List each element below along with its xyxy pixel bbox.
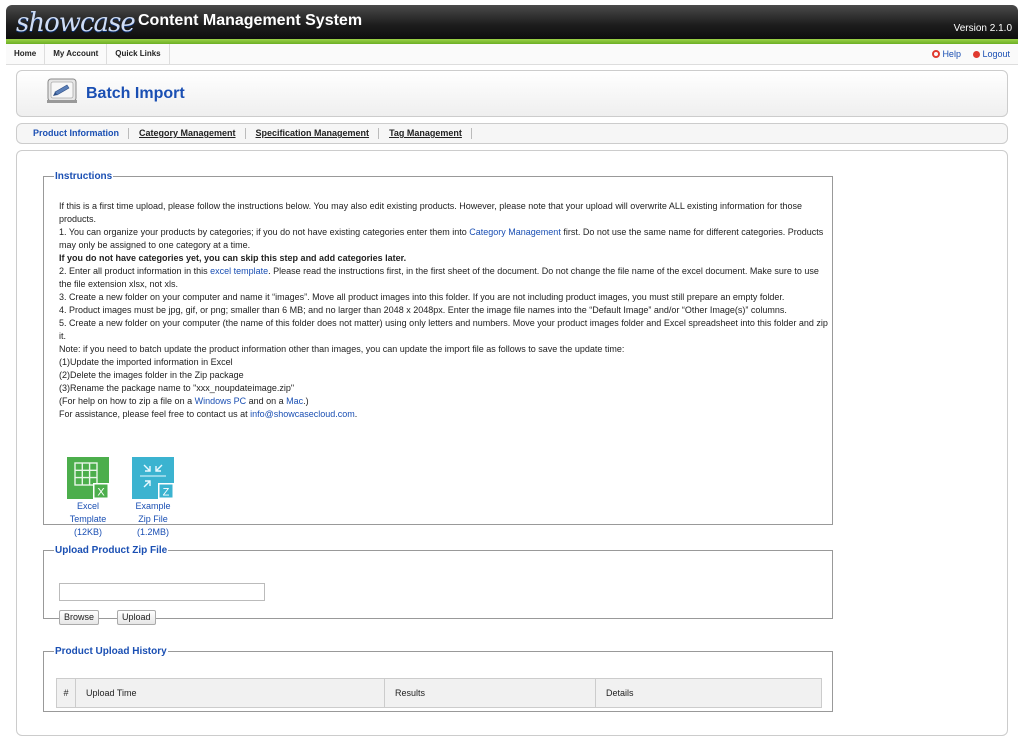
nav-my-account[interactable]: My Account [45, 44, 107, 64]
instruction-step4: 4. Product images must be jpg, gif, or png; smaller than 6 MB; and no larger than 2048 x 2048px. Enter the image file names into the “Default Image” and/or “Other Image(s)” columns. [59, 305, 787, 315]
logo-text-main: show [16, 8, 80, 38]
example-zip-download[interactable] [128, 457, 178, 539]
step1-text-end: first. Do not use the same name for different categories. Products may only be assigned to one category at a time. [59, 227, 824, 250]
main-panel [16, 150, 1008, 736]
excel-download-label-1: Excel [76, 501, 99, 511]
tab-category-management[interactable]: Category Management [129, 124, 246, 143]
zip-file-input[interactable] [59, 583, 265, 601]
top-nav [6, 44, 1018, 65]
upload-history-table [56, 678, 822, 708]
zip-download-label-1: Example [135, 501, 171, 511]
instruction-p1: If this is a first time upload, please follow the instructions below. You may also edit existing products. However, please note that your upload will overwrite ALL existing information for those products. [59, 201, 803, 224]
page-header [16, 70, 1008, 117]
instruction-step3: 3. Create a new folder on your computer and name it “images”. Move all product images into this folder. If you are not including product images, you must still prepare an empty folder. [59, 292, 785, 302]
zip-download-label-2: Zip File [138, 514, 168, 524]
tab-tag-management[interactable]: Tag Management [379, 124, 472, 143]
zip-download-size: (1.2MB) [136, 527, 169, 537]
step2-text-end: . Please read the instructions first, in the first sheet of the document. Do not change the file name of the excel document. Make sure to use the file extension xlsx, not xls. [59, 266, 819, 289]
instruction-note-3: (3)Rename the package name to "xxx_noupdateimage.zip" [59, 383, 295, 393]
col-details[interactable]: Details [596, 679, 822, 708]
contact-email-link[interactable]: info@showcasecloud.com [250, 409, 355, 419]
sub-tabs [16, 123, 1008, 144]
tab-specification-management[interactable]: Specification Management [246, 124, 380, 143]
zip-help-mid: and on a [246, 396, 287, 406]
batch-import-icon [47, 78, 77, 104]
top-header [6, 5, 1018, 39]
logout-icon [973, 51, 980, 58]
windows-pc-link[interactable]: Windows PC [194, 396, 247, 406]
nav-home[interactable]: Home [6, 44, 45, 64]
nav-right-links [922, 44, 1010, 64]
logout-label: Logout [982, 49, 1010, 59]
showcase-logo[interactable] [16, 8, 135, 38]
page-title: Batch Import [86, 85, 185, 102]
instruction-contact [59, 408, 831, 421]
instructions-section [43, 171, 833, 537]
help-label: Help [942, 49, 961, 59]
instruction-zip-help [59, 395, 831, 408]
instructions-legend: Instructions [55, 171, 113, 182]
instruction-step2 [59, 265, 831, 291]
nav-quick-links[interactable]: Quick Links [107, 44, 169, 64]
excel-template-download[interactable] [63, 457, 113, 539]
upload-legend: Upload Product Zip File [55, 545, 168, 556]
history-legend: Product Upload History [55, 646, 167, 657]
instruction-skip-note: If you do not have categories yet, you can skip this step and add categories later. [59, 253, 407, 263]
zip-help-text: (For help on how to zip a file on a [59, 396, 195, 406]
category-management-link[interactable]: Category Management [469, 227, 561, 237]
mac-link[interactable]: Mac [286, 396, 304, 406]
app-title: Content Management System [138, 12, 363, 29]
browse-button[interactable]: Browse [59, 610, 99, 625]
excel-file-icon [67, 457, 109, 499]
instruction-note-2: (2)Delete the images folder in the Zip package [59, 370, 244, 380]
table-header-row [57, 679, 822, 708]
step2-text: 2. Enter all product information in this [59, 266, 211, 276]
version-label: Version 2.1.0 [953, 23, 1012, 34]
instruction-step1 [59, 226, 831, 252]
excel-badge-letter: X [97, 486, 105, 499]
col-results[interactable]: Results [385, 679, 596, 708]
upload-button[interactable]: Upload [117, 610, 156, 625]
zip-badge-letter: Z [162, 486, 170, 499]
instruction-note-1: (1)Update the imported information in Excel [59, 357, 233, 367]
col-index[interactable]: # [57, 679, 76, 708]
help-link[interactable] [932, 49, 961, 59]
col-upload-time[interactable]: Upload Time [76, 679, 385, 708]
zip-file-icon [132, 457, 174, 499]
instruction-note: Note: if you need to batch update the product information other than images, you can update the import file as follows to save the update time: [59, 344, 625, 354]
logo-text-accent: case [80, 8, 135, 38]
logout-link[interactable] [973, 49, 1010, 59]
instructions-text [59, 200, 831, 421]
tab-product-information[interactable]: Product Information [17, 124, 129, 143]
excel-download-label-2: Template [69, 514, 107, 524]
excel-template-link[interactable]: excel template [210, 266, 269, 276]
step1-text: 1. You can organize your products by categories; if you do not have existing categories enter them into [59, 227, 470, 237]
contact-text-end: . [354, 409, 358, 419]
zip-help-end: .) [303, 396, 309, 406]
lifebuoy-icon [932, 50, 940, 58]
contact-text: For assistance, please feel free to contact us at [59, 409, 251, 419]
upload-section [43, 545, 833, 622]
excel-download-size: (12KB) [73, 527, 102, 537]
upload-history-section [43, 646, 833, 712]
instruction-step5: 5. Create a new folder on your computer (the name of this folder does not matter) using only letters and numbers. Move your product images folder and Excel spreadsheet into this folder and zip it. [59, 318, 828, 341]
